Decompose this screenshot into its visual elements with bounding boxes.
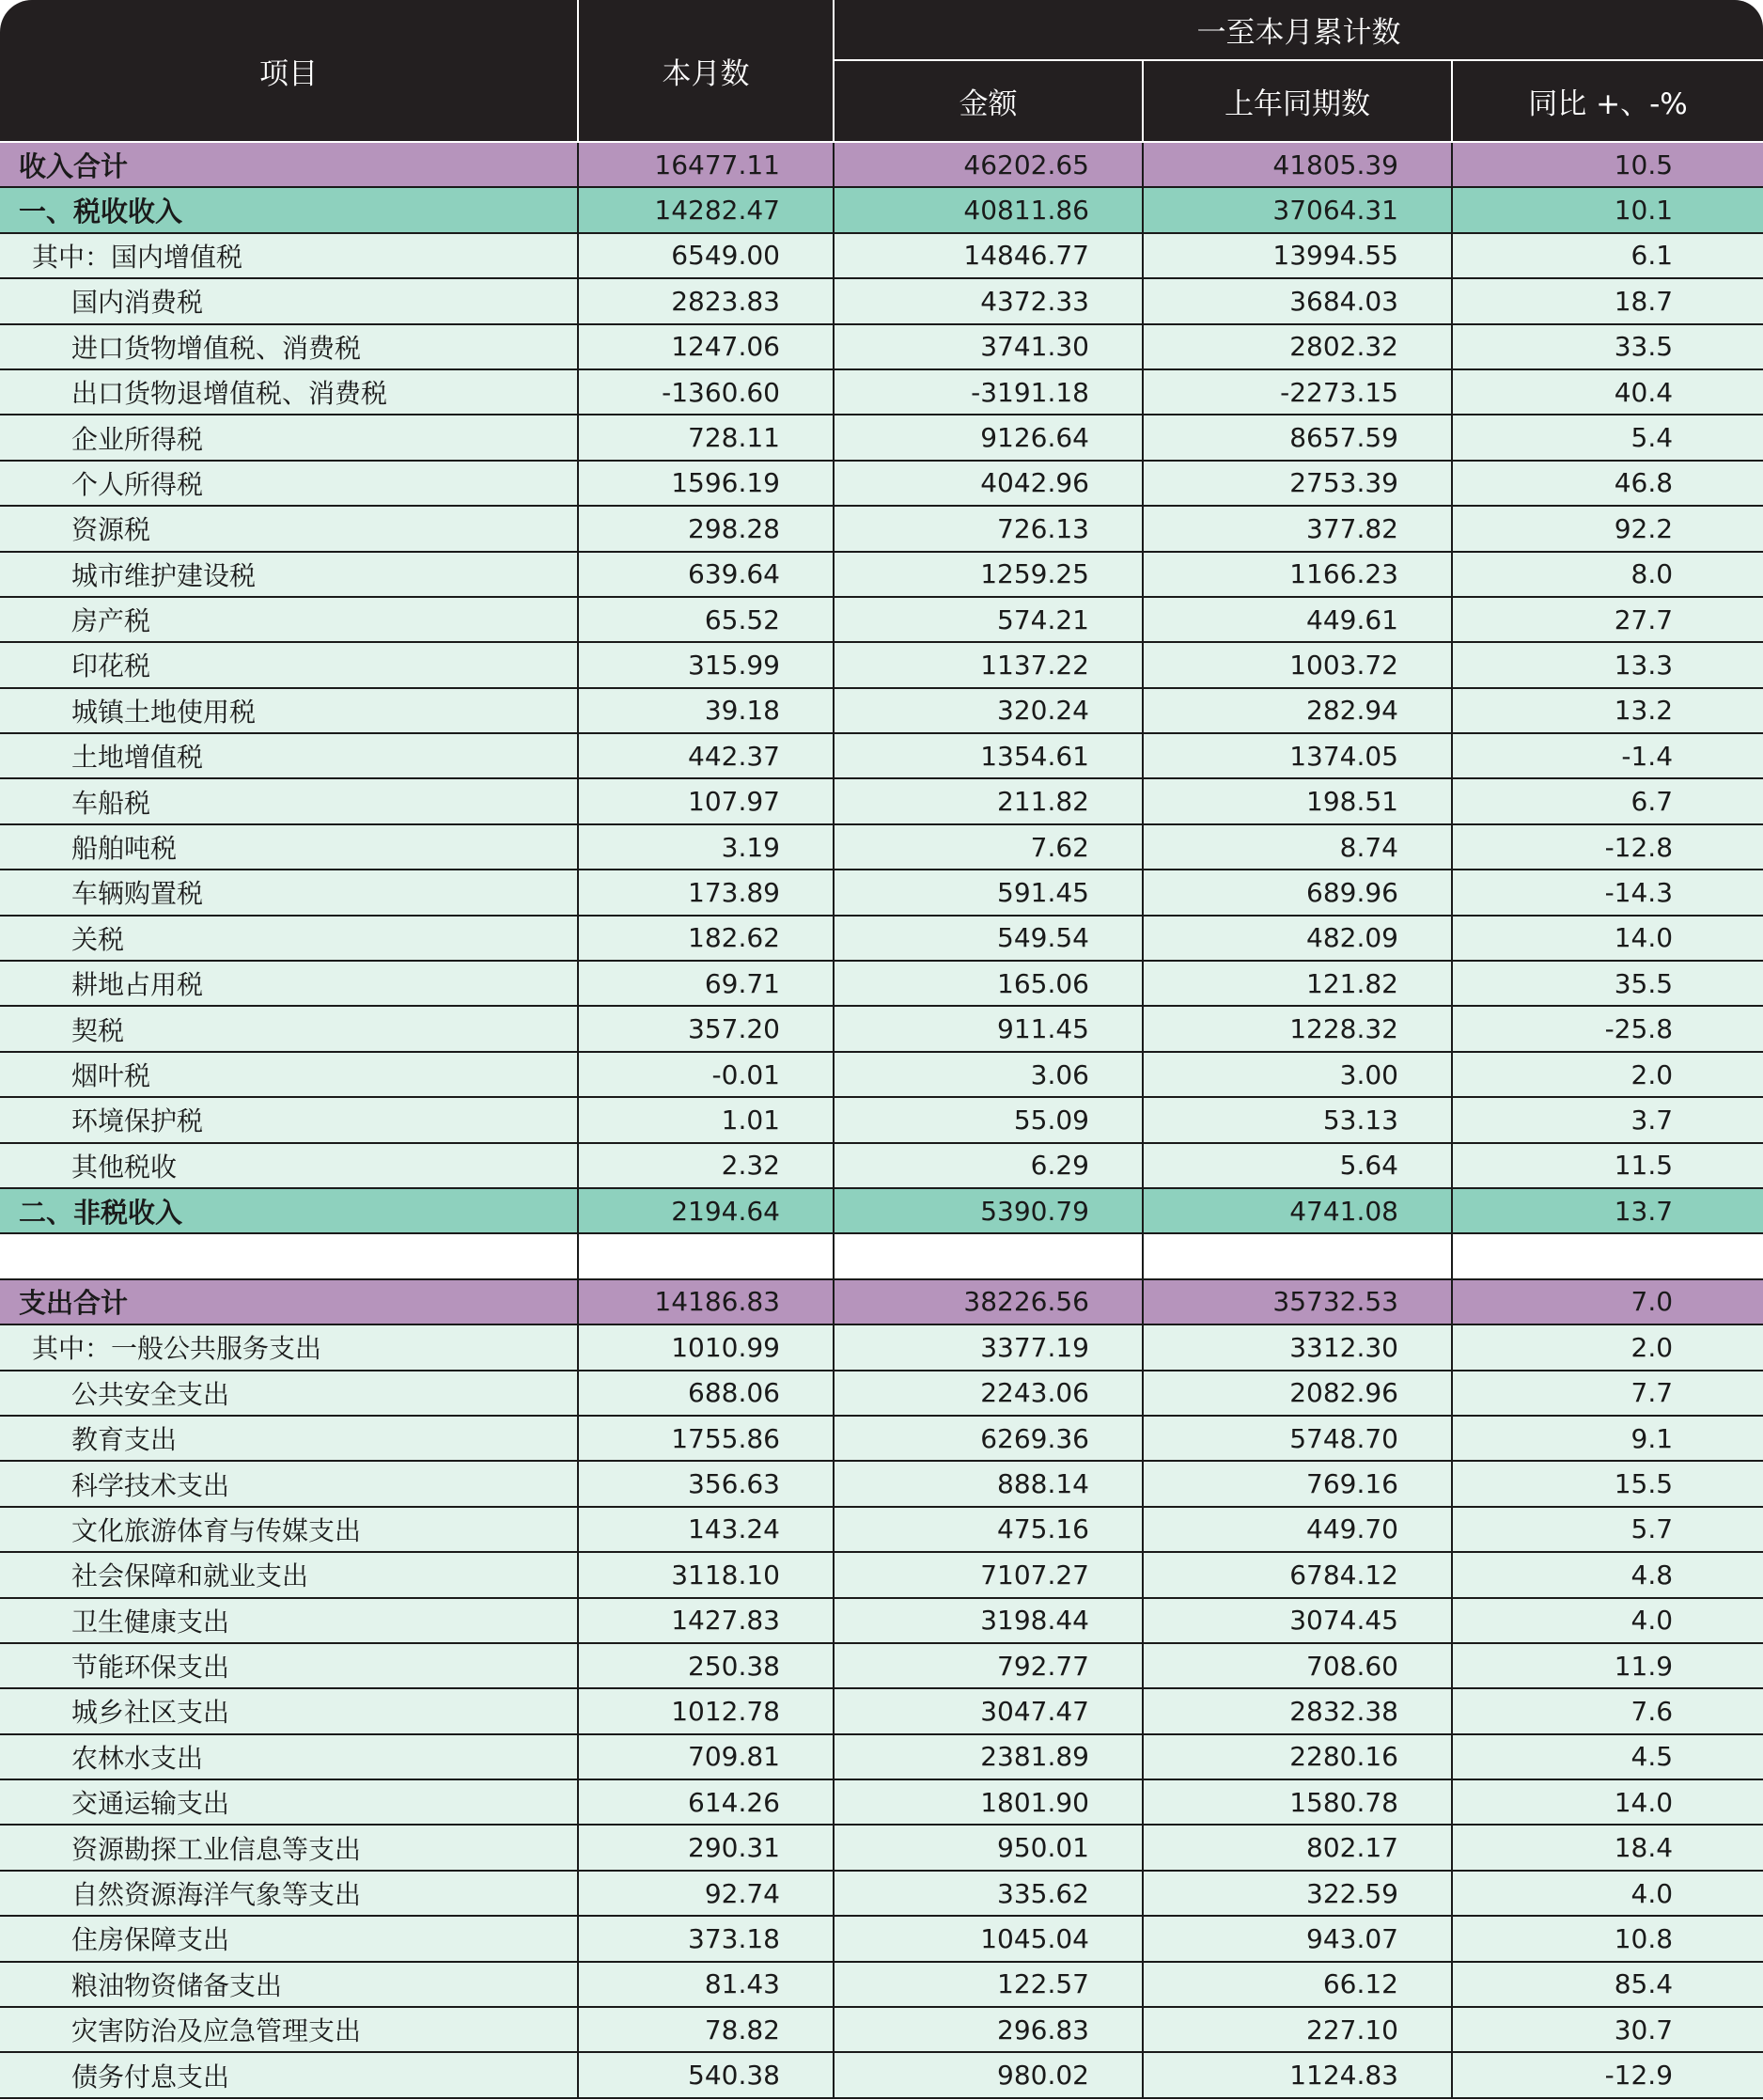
cell-yoy: 4.8 [1452, 1552, 1763, 1597]
cell-yoy: 6.1 [1452, 233, 1763, 278]
cell-amount: 4042.96 [834, 461, 1143, 506]
row-name: 土地增值税 [0, 733, 578, 778]
cell-amount: 1045.04 [834, 1916, 1143, 1961]
cell-yoy: 40.4 [1452, 369, 1763, 415]
cell-this-month: 356.63 [578, 1461, 834, 1506]
cell-this-month: 107.97 [578, 778, 834, 823]
cell-prev-year: 708.60 [1143, 1643, 1452, 1688]
cell-prev-year: 2832.38 [1143, 1688, 1452, 1733]
cell-this-month: 442.37 [578, 733, 834, 778]
table-row [0, 461, 1763, 506]
cell-yoy: -12.9 [1452, 2052, 1763, 2097]
cell-this-month: 2194.64 [578, 1188, 834, 1233]
table-row [0, 2007, 1763, 2052]
table-row [0, 1871, 1763, 1916]
row-name: 城镇土地使用税 [0, 688, 578, 733]
row-name: 二、非税收入 [0, 1188, 578, 1233]
cell-amount: 165.06 [834, 961, 1143, 1006]
cell-this-month: 298.28 [578, 506, 834, 551]
table-header [0, 0, 1763, 142]
table-row [0, 142, 1763, 187]
cell-prev-year: 1228.32 [1143, 1006, 1452, 1051]
cell-this-month: 1755.86 [578, 1416, 834, 1461]
cell-this-month: 315.99 [578, 642, 834, 687]
cell-prev-year: 53.13 [1143, 1097, 1452, 1142]
table-row [0, 1416, 1763, 1461]
cell-amount: 2243.06 [834, 1371, 1143, 1416]
cell-this-month: 6549.00 [578, 233, 834, 278]
row-name [0, 1233, 578, 1278]
table-row [0, 1779, 1763, 1825]
table-row [0, 1052, 1763, 1097]
cell-prev-year: 35732.53 [1143, 1279, 1452, 1324]
row-name: 资源勘探工业信息等支出 [0, 1825, 578, 1870]
table-row [0, 961, 1763, 1006]
cell-yoy: 10.8 [1452, 1916, 1763, 1961]
row-name: 城乡社区支出 [0, 1688, 578, 1733]
table-body [0, 142, 1763, 2098]
row-name: 印花税 [0, 642, 578, 687]
cell-this-month: 728.11 [578, 415, 834, 460]
table-row [0, 688, 1763, 733]
row-name: 交通运输支出 [0, 1779, 578, 1825]
cell-prev-year: 6784.12 [1143, 1552, 1452, 1597]
cell-prev-year: 1003.72 [1143, 642, 1452, 687]
table-row [0, 1916, 1763, 1961]
header-cumulative-group: 一至本月累计数 [834, 0, 1763, 60]
cell-prev-year: 1374.05 [1143, 733, 1452, 778]
cell-this-month [578, 1233, 834, 1278]
cell-this-month: 540.38 [578, 2052, 834, 2097]
cell-amount: 14846.77 [834, 233, 1143, 278]
cell-prev-year: 3684.03 [1143, 278, 1452, 323]
cell-yoy: 5.7 [1452, 1507, 1763, 1552]
cell-amount: 5390.79 [834, 1188, 1143, 1233]
cell-yoy: 7.7 [1452, 1371, 1763, 1416]
cell-prev-year: 8.74 [1143, 824, 1452, 870]
cell-yoy: 11.5 [1452, 1143, 1763, 1188]
cell-prev-year: 37064.31 [1143, 187, 1452, 232]
cell-this-month: 250.38 [578, 1643, 834, 1688]
header-amount: 金额 [834, 60, 1143, 142]
cell-amount: 211.82 [834, 778, 1143, 823]
cell-amount: 888.14 [834, 1461, 1143, 1506]
cell-this-month: 39.18 [578, 688, 834, 733]
header-prev-year: 上年同期数 [1143, 60, 1452, 142]
cell-amount: 911.45 [834, 1006, 1143, 1051]
cell-amount: 792.77 [834, 1643, 1143, 1688]
row-name: 房产税 [0, 597, 578, 642]
row-name: 其他税收 [0, 1143, 578, 1188]
cell-prev-year: -2273.15 [1143, 369, 1452, 415]
cell-prev-year: 482.09 [1143, 916, 1452, 961]
cell-prev-year: 2082.96 [1143, 1371, 1452, 1416]
row-name: 公共安全支出 [0, 1371, 578, 1416]
cell-prev-year: 4741.08 [1143, 1188, 1452, 1233]
cell-prev-year: 322.59 [1143, 1871, 1452, 1916]
cell-yoy: 4.0 [1452, 1871, 1763, 1916]
cell-amount: 1259.25 [834, 552, 1143, 597]
row-name: 城市维护建设税 [0, 552, 578, 597]
cell-prev-year: 1166.23 [1143, 552, 1452, 597]
cell-this-month: 1.01 [578, 1097, 834, 1142]
cell-amount: 335.62 [834, 1871, 1143, 1916]
cell-yoy: 18.4 [1452, 1825, 1763, 1870]
cell-prev-year: 769.16 [1143, 1461, 1452, 1506]
cell-amount: 950.01 [834, 1825, 1143, 1870]
cell-amount: 3047.47 [834, 1688, 1143, 1733]
row-name: 支出合计 [0, 1279, 578, 1324]
cell-yoy: 18.7 [1452, 278, 1763, 323]
cell-yoy: 46.8 [1452, 461, 1763, 506]
row-name: 卫生健康支出 [0, 1598, 578, 1643]
row-name: 个人所得税 [0, 461, 578, 506]
table-row [0, 1507, 1763, 1552]
cell-this-month: 69.71 [578, 961, 834, 1006]
cell-this-month: 290.31 [578, 1825, 834, 1870]
cell-prev-year: 449.61 [1143, 597, 1452, 642]
row-name: 进口货物增值税、消费税 [0, 324, 578, 369]
cell-yoy: -12.8 [1452, 824, 1763, 870]
cell-prev-year: 943.07 [1143, 1916, 1452, 1961]
cell-amount: 296.83 [834, 2007, 1143, 2052]
cell-amount: 122.57 [834, 1962, 1143, 2007]
cell-yoy: 85.4 [1452, 1962, 1763, 2007]
row-name: 灾害防治及应急管理支出 [0, 2007, 578, 2052]
table-row [0, 278, 1763, 323]
cell-prev-year: 282.94 [1143, 688, 1452, 733]
row-name: 债务付息支出 [0, 2052, 578, 2097]
table-row [0, 1324, 1763, 1370]
table-row [0, 1688, 1763, 1733]
cell-this-month: 78.82 [578, 2007, 834, 2052]
cell-prev-year: 5748.70 [1143, 1416, 1452, 1461]
row-name: 社会保障和就业支出 [0, 1552, 578, 1597]
row-name: 自然资源海洋气象等支出 [0, 1871, 578, 1916]
table-row [0, 824, 1763, 870]
cell-yoy: 11.9 [1452, 1643, 1763, 1688]
cell-this-month: 182.62 [578, 916, 834, 961]
cell-this-month: 688.06 [578, 1371, 834, 1416]
cell-yoy: 27.7 [1452, 597, 1763, 642]
row-name: 国内消费税 [0, 278, 578, 323]
cell-this-month: -0.01 [578, 1052, 834, 1097]
row-name: 住房保障支出 [0, 1916, 578, 1961]
cell-this-month: 357.20 [578, 1006, 834, 1051]
cell-prev-year: 121.82 [1143, 961, 1452, 1006]
cell-this-month: 3118.10 [578, 1552, 834, 1597]
row-name: 资源税 [0, 506, 578, 551]
cell-amount: 4372.33 [834, 278, 1143, 323]
table-row [0, 1461, 1763, 1506]
cell-this-month: 14186.83 [578, 1279, 834, 1324]
cell-prev-year: 13994.55 [1143, 233, 1452, 278]
cell-this-month: 16477.11 [578, 142, 834, 187]
cell-this-month: 2.32 [578, 1143, 834, 1188]
cell-prev-year: 2753.39 [1143, 461, 1452, 506]
cell-amount: 1801.90 [834, 1779, 1143, 1825]
row-name: 其中：国内增值税 [0, 233, 578, 278]
table-row [0, 369, 1763, 415]
table-row [0, 870, 1763, 915]
cell-prev-year: 8657.59 [1143, 415, 1452, 460]
header-item: 项目 [0, 0, 578, 142]
cell-prev-year: 66.12 [1143, 1962, 1452, 2007]
row-name: 耕地占用税 [0, 961, 578, 1006]
cell-this-month: 614.26 [578, 1779, 834, 1825]
cell-amount: 9126.64 [834, 415, 1143, 460]
cell-yoy [1452, 1233, 1763, 1278]
cell-amount: 3198.44 [834, 1598, 1143, 1643]
cell-yoy: 2.0 [1452, 1052, 1763, 1097]
row-name: 其中：一般公共服务支出 [0, 1324, 578, 1370]
cell-yoy: 7.6 [1452, 1688, 1763, 1733]
row-name: 收入合计 [0, 142, 578, 187]
cell-prev-year: 3312.30 [1143, 1324, 1452, 1370]
row-name: 车船税 [0, 778, 578, 823]
cell-prev-year: 1580.78 [1143, 1779, 1452, 1825]
cell-amount: 6269.36 [834, 1416, 1143, 1461]
cell-this-month: 143.24 [578, 1507, 834, 1552]
cell-this-month: 373.18 [578, 1916, 834, 1961]
cell-amount: -3191.18 [834, 369, 1143, 415]
cell-yoy: 10.5 [1452, 142, 1763, 187]
cell-yoy: 10.1 [1452, 187, 1763, 232]
cell-yoy: 33.5 [1452, 324, 1763, 369]
cell-amount: 475.16 [834, 1507, 1143, 1552]
cell-yoy: 4.0 [1452, 1598, 1763, 1643]
cell-this-month: 1596.19 [578, 461, 834, 506]
cell-yoy: 30.7 [1452, 2007, 1763, 2052]
cell-amount: 2381.89 [834, 1734, 1143, 1779]
cell-amount: 46202.65 [834, 142, 1143, 187]
cell-this-month: 65.52 [578, 597, 834, 642]
cell-this-month: 92.74 [578, 1871, 834, 1916]
cell-amount: 320.24 [834, 688, 1143, 733]
table-row [0, 642, 1763, 687]
cell-this-month: 1247.06 [578, 324, 834, 369]
cell-amount: 40811.86 [834, 187, 1143, 232]
cell-this-month: 173.89 [578, 870, 834, 915]
cell-yoy: 13.2 [1452, 688, 1763, 733]
cell-prev-year: 2802.32 [1143, 324, 1452, 369]
cell-this-month: 81.43 [578, 1962, 834, 2007]
cell-amount: 3.06 [834, 1052, 1143, 1097]
row-name: 环境保护税 [0, 1097, 578, 1142]
cell-yoy: 3.7 [1452, 1097, 1763, 1142]
cell-prev-year: 802.17 [1143, 1825, 1452, 1870]
cell-yoy: 5.4 [1452, 415, 1763, 460]
row-name: 科学技术支出 [0, 1461, 578, 1506]
table-row [0, 1143, 1763, 1188]
cell-prev-year: 227.10 [1143, 2007, 1452, 2052]
cell-prev-year: 3.00 [1143, 1052, 1452, 1097]
cell-this-month: 3.19 [578, 824, 834, 870]
cell-yoy: 15.5 [1452, 1461, 1763, 1506]
row-name: 车辆购置税 [0, 870, 578, 915]
cell-amount: 3741.30 [834, 324, 1143, 369]
table-row [0, 1734, 1763, 1779]
cell-amount [834, 1233, 1143, 1278]
cell-prev-year: 41805.39 [1143, 142, 1452, 187]
cell-prev-year [1143, 1233, 1452, 1278]
cell-amount: 38226.56 [834, 1279, 1143, 1324]
cell-amount: 6.29 [834, 1143, 1143, 1188]
cell-prev-year: 449.70 [1143, 1507, 1452, 1552]
cell-amount: 591.45 [834, 870, 1143, 915]
table-row [0, 506, 1763, 551]
cell-prev-year: 377.82 [1143, 506, 1452, 551]
cell-amount: 1137.22 [834, 642, 1143, 687]
cell-yoy: 8.0 [1452, 552, 1763, 597]
cell-amount: 980.02 [834, 2052, 1143, 2097]
header-this-month: 本月数 [578, 0, 834, 142]
row-name: 粮油物资储备支出 [0, 1962, 578, 2007]
cell-this-month: -1360.60 [578, 369, 834, 415]
table-row [0, 1825, 1763, 1870]
cell-prev-year: 689.96 [1143, 870, 1452, 915]
cell-yoy: 14.0 [1452, 1779, 1763, 1825]
cell-amount: 726.13 [834, 506, 1143, 551]
cell-yoy: -25.8 [1452, 1006, 1763, 1051]
cell-prev-year: 5.64 [1143, 1143, 1452, 1188]
table-row [0, 324, 1763, 369]
table-row [0, 778, 1763, 823]
row-name: 教育支出 [0, 1416, 578, 1461]
table-row [0, 1598, 1763, 1643]
cell-yoy: 4.5 [1452, 1734, 1763, 1779]
cell-yoy: 92.2 [1452, 506, 1763, 551]
cell-this-month: 639.64 [578, 552, 834, 597]
table-row [0, 733, 1763, 778]
table-row [0, 1279, 1763, 1324]
cell-yoy: 13.7 [1452, 1188, 1763, 1233]
table-row [0, 1962, 1763, 2007]
cell-amount: 574.21 [834, 597, 1143, 642]
cell-amount: 549.54 [834, 916, 1143, 961]
table-row [0, 415, 1763, 460]
cell-prev-year: 198.51 [1143, 778, 1452, 823]
table-row [0, 552, 1763, 597]
cell-this-month: 1010.99 [578, 1324, 834, 1370]
row-name: 契税 [0, 1006, 578, 1051]
cell-this-month: 14282.47 [578, 187, 834, 232]
cell-this-month: 709.81 [578, 1734, 834, 1779]
cell-yoy: 2.0 [1452, 1324, 1763, 1370]
table-row [0, 1006, 1763, 1051]
cell-amount: 3377.19 [834, 1324, 1143, 1370]
cell-yoy: 9.1 [1452, 1416, 1763, 1461]
cell-prev-year: 2280.16 [1143, 1734, 1452, 1779]
cell-amount: 7107.27 [834, 1552, 1143, 1597]
table-row [0, 916, 1763, 961]
table-row [0, 1643, 1763, 1688]
table-row [0, 1233, 1763, 1278]
row-name: 一、税收收入 [0, 187, 578, 232]
cell-this-month: 2823.83 [578, 278, 834, 323]
table-row [0, 1552, 1763, 1597]
cell-prev-year: 1124.83 [1143, 2052, 1452, 2097]
row-name: 关税 [0, 916, 578, 961]
cell-amount: 55.09 [834, 1097, 1143, 1142]
table-row [0, 187, 1763, 232]
cell-prev-year: 3074.45 [1143, 1598, 1452, 1643]
row-name: 烟叶税 [0, 1052, 578, 1097]
cell-this-month: 1012.78 [578, 1688, 834, 1733]
row-name: 企业所得税 [0, 415, 578, 460]
cell-yoy: 7.0 [1452, 1279, 1763, 1324]
cell-yoy: 13.3 [1452, 642, 1763, 687]
row-name: 节能环保支出 [0, 1643, 578, 1688]
cell-amount: 7.62 [834, 824, 1143, 870]
cell-amount: 1354.61 [834, 733, 1143, 778]
row-name: 出口货物退增值税、消费税 [0, 369, 578, 415]
table-row [0, 233, 1763, 278]
cell-yoy: 14.0 [1452, 916, 1763, 961]
cell-yoy: -1.4 [1452, 733, 1763, 778]
cell-yoy: 6.7 [1452, 778, 1763, 823]
header-yoy: 同比 +、-% [1452, 60, 1763, 142]
cell-yoy: 35.5 [1452, 961, 1763, 1006]
table-row [0, 1097, 1763, 1142]
table-row [0, 1371, 1763, 1416]
row-name: 文化旅游体育与传媒支出 [0, 1507, 578, 1552]
row-name: 船舶吨税 [0, 824, 578, 870]
table-row [0, 597, 1763, 642]
table-row [0, 1188, 1763, 1233]
row-name: 农林水支出 [0, 1734, 578, 1779]
cell-yoy: -14.3 [1452, 870, 1763, 915]
table-row [0, 2052, 1763, 2097]
cell-this-month: 1427.83 [578, 1598, 834, 1643]
